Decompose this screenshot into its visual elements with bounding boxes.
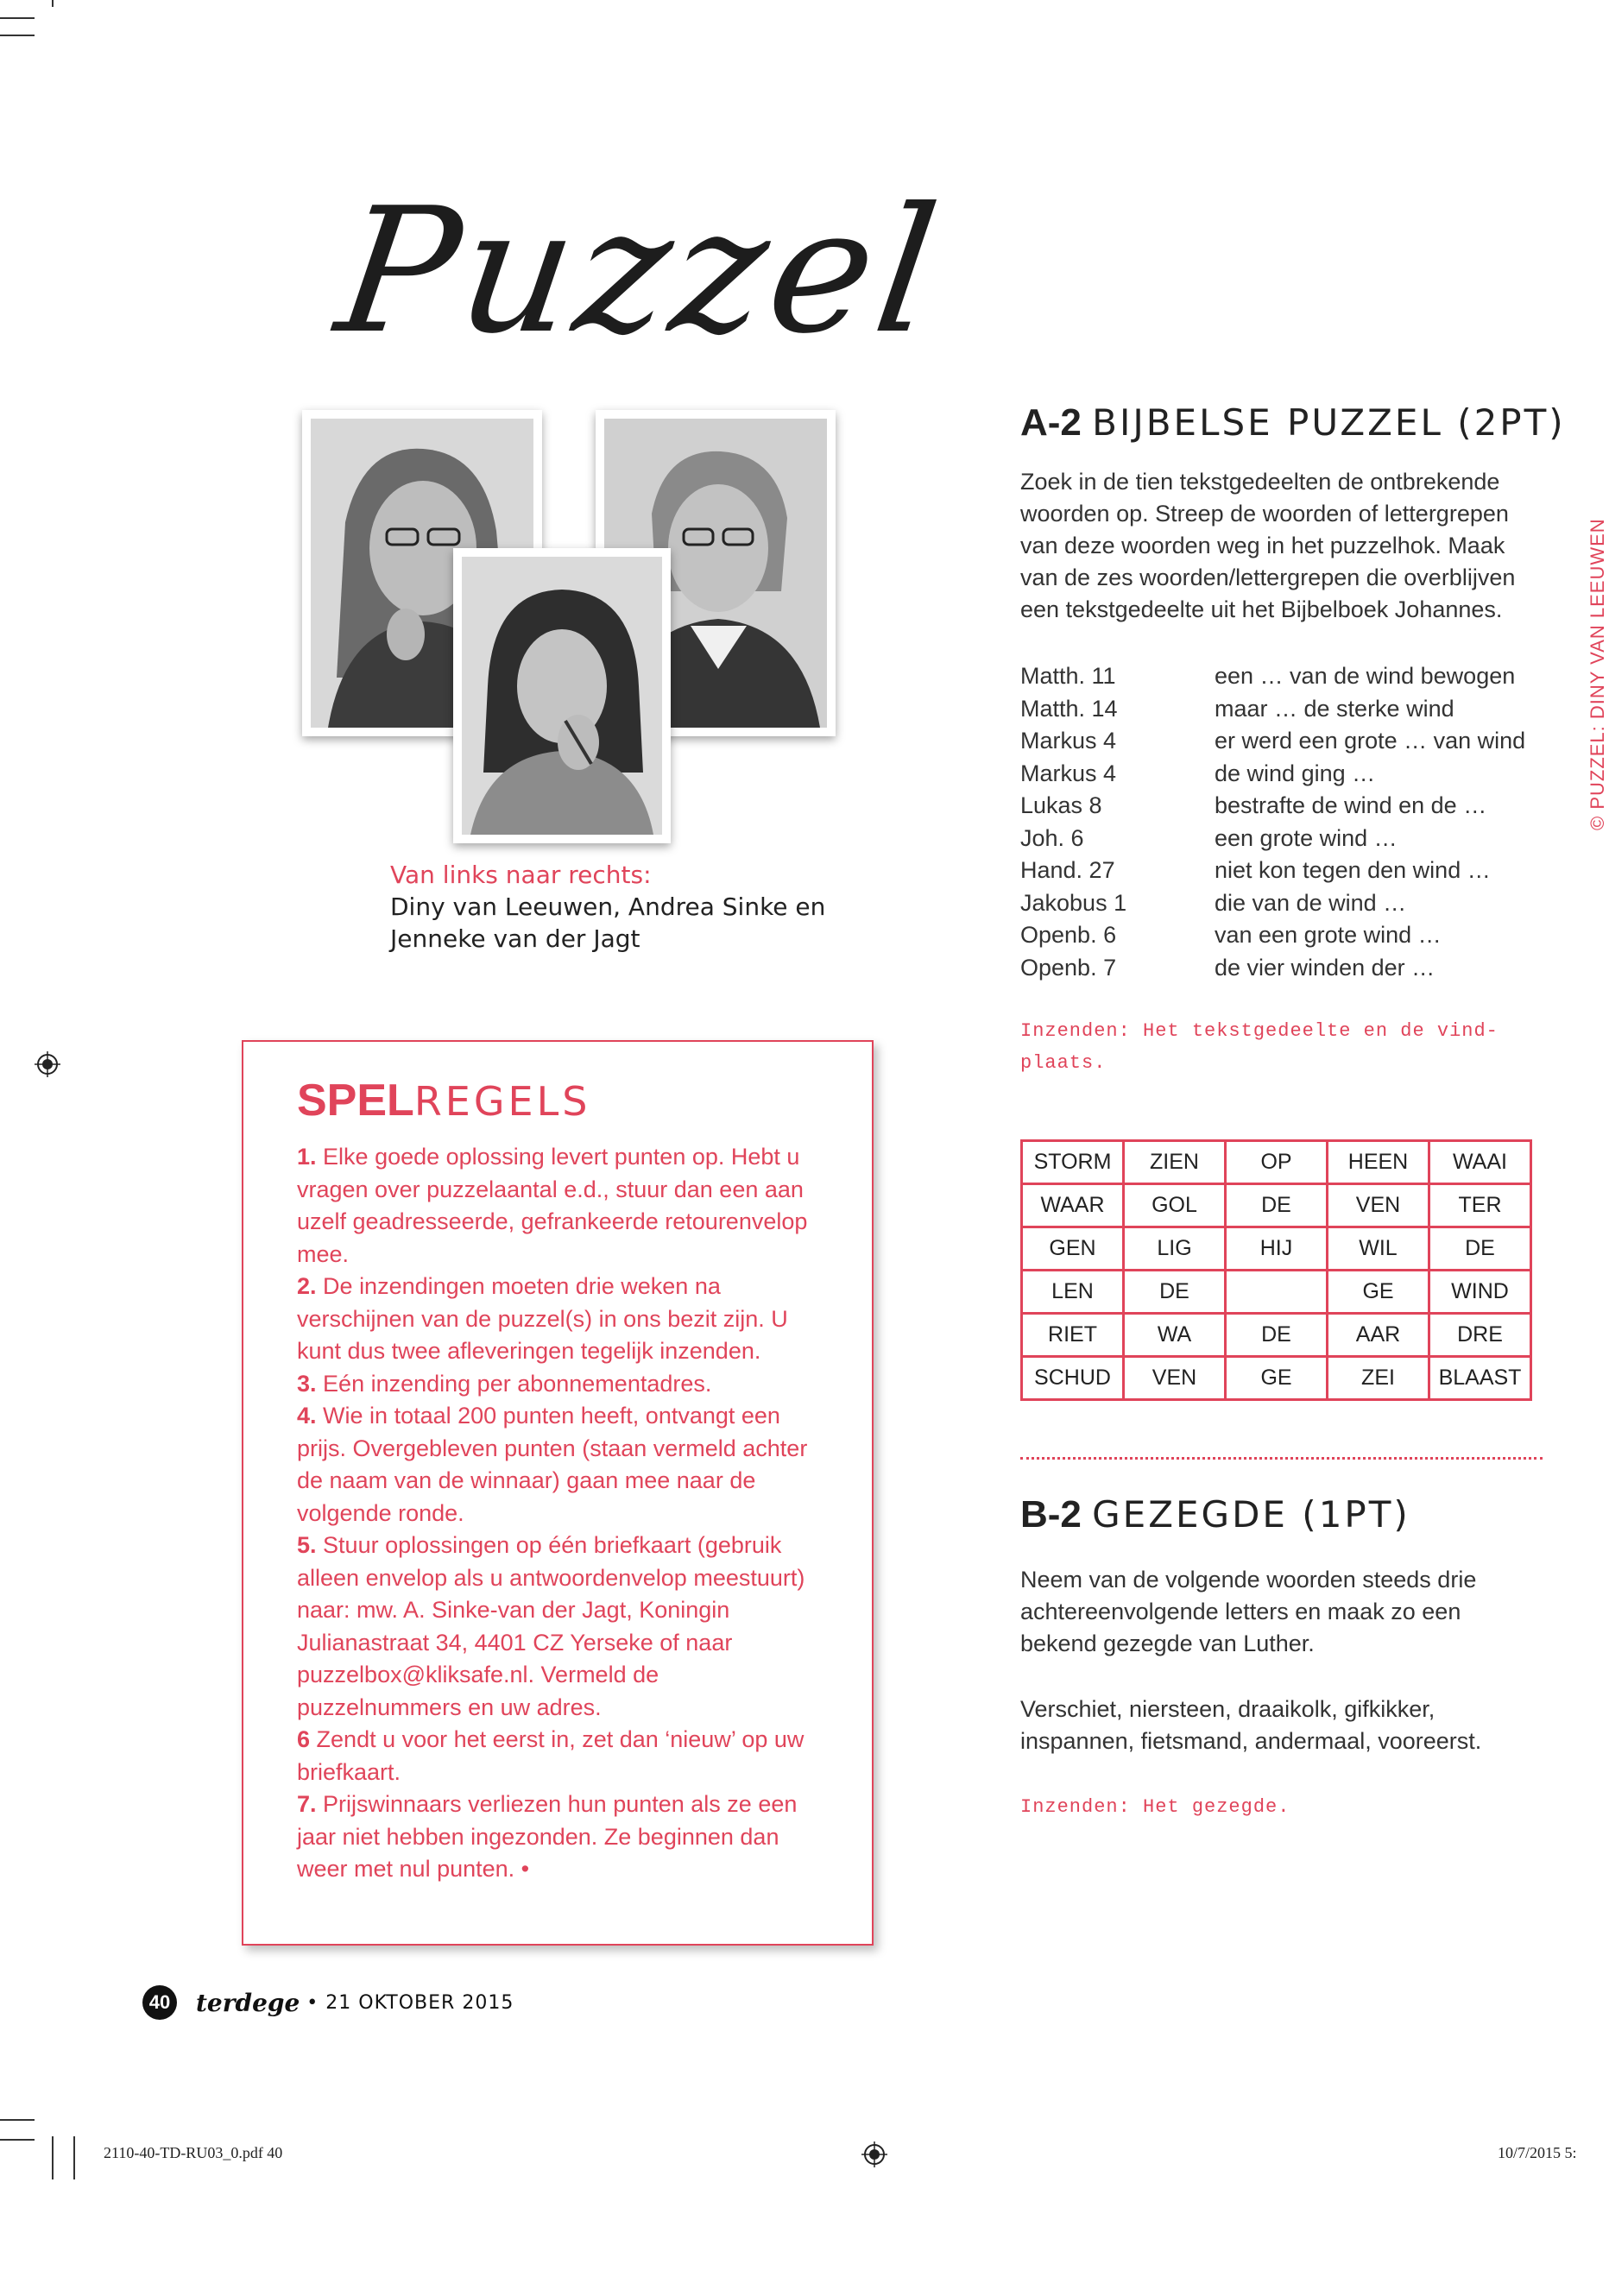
reference-row (1020, 823, 1525, 855)
rule-item (297, 1141, 823, 1271)
reference-book: Markus 4 (1020, 760, 1117, 786)
rule-text: Stuur oplossingen op één briefkaart (gebruik alleen envelop als u antwoordenvelop meestuurt) naar: mw. A. Sinke-van der Jagt, Koningin Julianastraat 34, 4401 CZ Yerseke of naar puzzelbox@kliksafe.nl. Vermeld de puzzelnummers en uw adres. (297, 1532, 805, 1720)
grid-row (1022, 1314, 1531, 1357)
reference-text: er werd een grote … van wind (1215, 728, 1526, 754)
crop-mark (0, 17, 35, 19)
grid-row (1022, 1271, 1531, 1314)
puzzle-a-code: A-2 (1020, 401, 1082, 444)
puzzle-b-code: B-2 (1020, 1493, 1082, 1536)
section-divider (1020, 1457, 1543, 1460)
reference-text: maar … de sterke wind (1215, 695, 1454, 722)
grid-row (1022, 1184, 1531, 1227)
grid-row (1022, 1141, 1531, 1184)
rules-title (297, 1075, 590, 1126)
rule-text: De inzendingen moeten drie weken na verschijnen van de puzzel(s) in ons bezit zijn. U kunt dus twee afleveringen tegelijk inzenden. (297, 1273, 788, 1364)
grid-cell: HIJ (1226, 1227, 1328, 1271)
registration-mark-icon (861, 2141, 887, 2167)
grid-cell: DE (1226, 1184, 1328, 1227)
caption-names-line1: Diny van Leeuwen, Andrea Sinke en (390, 893, 826, 921)
puzzle-a-instructions: Zoek in de tien tekstgedeelten de ontbrekende woorden op. Streep de woorden of lettergrepen van deze woorden weg in het puzzelhok. Maak van de zes woorden/lettergrepen die overblijven een tekstgedeelte uit het Bijbelboek Johannes. (1020, 469, 1516, 622)
rules-box (242, 1040, 874, 1946)
print-slug-stamp: 10/7/2015 5: (1498, 2144, 1577, 2161)
rule-number: 3. (297, 1370, 317, 1397)
rule-item (297, 1271, 823, 1368)
puzzle-credit: © PUZZEL: DINY VAN LEEUWEN (1587, 518, 1608, 830)
caption-names-line2: Jenneke van der Jagt (390, 924, 640, 953)
rule-text: Prijswinnaars verliezen hun punten als ze een jaar niet hebben ingezonden. Ze beginnen dan weer met nul punten. • (297, 1791, 798, 1882)
reference-book: Openb. 7 (1020, 954, 1117, 981)
reference-book: Matth. 11 (1020, 663, 1116, 689)
reference-row (1020, 790, 1525, 823)
crop-mark (0, 2119, 35, 2121)
rule-item (297, 1788, 823, 1886)
registration-mark-icon (35, 1051, 60, 1077)
rule-text: Elke goede oplossing levert punten op. Hebt u vragen over puzzelaantal e.d., stuur dan een aan uzelf geadresseerde, gefrankeerde retourenvelop mee. (297, 1144, 808, 1267)
rule-number: 4. (297, 1403, 317, 1429)
puzzle-a-references (1020, 660, 1525, 984)
reference-row (1020, 758, 1525, 791)
rule-number: 1. (297, 1144, 317, 1170)
reference-text: de vier winden der … (1215, 954, 1435, 981)
page-number: 40 (142, 1985, 177, 2020)
grid-cell: LEN (1022, 1271, 1124, 1314)
grid-cell: GEN (1022, 1227, 1124, 1271)
rule-item (297, 1530, 823, 1724)
reference-book: Joh. 6 (1020, 824, 1084, 851)
reference-row (1020, 887, 1525, 920)
reference-text: een grote wind … (1215, 824, 1398, 851)
grid-cell: RIET (1022, 1314, 1124, 1357)
reference-book: Jakobus 1 (1020, 889, 1127, 916)
puzzle-b-heading (1020, 1493, 1410, 1536)
reference-text: een … van de wind bewogen (1215, 663, 1516, 689)
crop-mark (73, 2136, 75, 2179)
reference-text: niet kon tegen den wind … (1215, 857, 1491, 883)
puzzle-a-submit-line1: Inzenden: Het tekstgedeelte en de vind- (1020, 1020, 1499, 1042)
crop-mark (52, 2136, 54, 2179)
rules-list (297, 1141, 823, 1886)
grid-cell: GE (1226, 1357, 1328, 1400)
reference-row (1020, 725, 1525, 758)
grid-cell: WIL (1328, 1227, 1429, 1271)
grid-row (1022, 1227, 1531, 1271)
puzzle-b-words: Verschiet, niersteen, draaikolk, gifkikker, inspannen, fietsmand, andermaal, vooreerst. (1020, 1696, 1482, 1754)
puzzle-a-heading (1020, 401, 1566, 445)
reference-text: van een grote wind … (1215, 922, 1442, 948)
reference-row (1020, 660, 1525, 693)
grid-cell: SCHUD (1022, 1357, 1124, 1400)
puzzle-a-submit-line2: plaats. (1020, 1052, 1107, 1074)
rule-number: 5. (297, 1532, 317, 1558)
grid-cell: WIND (1429, 1271, 1531, 1314)
crop-mark (0, 2139, 35, 2141)
grid-cell: WA (1124, 1314, 1226, 1357)
photo-caption (390, 859, 825, 955)
reference-row (1020, 693, 1525, 726)
rule-text: Eén inzending per abonnementadres. (323, 1370, 712, 1397)
rule-text: Wie in totaal 200 punten heeft, ontvangt een prijs. Overgebleven punten (staan vermeld achter de naam van de winnaar) gaan mee naar de volgende ronde. (297, 1403, 808, 1526)
reference-book: Matth. 14 (1020, 695, 1118, 722)
reference-row (1020, 855, 1525, 887)
grid-cell: AAR (1328, 1314, 1429, 1357)
rules-title-thin: REGELS (413, 1078, 591, 1125)
grid-cell: VEN (1124, 1357, 1226, 1400)
puzzle-a-name: BIJBELSE PUZZEL (2PT) (1092, 401, 1566, 444)
puzzle-b-name: GEZEGDE (1PT) (1092, 1493, 1410, 1536)
caption-intro: Van links naar rechts: (390, 861, 652, 889)
photo-andrea-sinke (453, 548, 671, 843)
grid-cell: HEEN (1328, 1141, 1429, 1184)
grid-cell: LIG (1124, 1227, 1226, 1271)
grid-cell: WAAI (1429, 1141, 1531, 1184)
rule-number: 2. (297, 1273, 317, 1299)
page-footer (142, 1985, 514, 2020)
reference-book: Markus 4 (1020, 728, 1117, 754)
puzzle-b-submit: Inzenden: Het gezegde. (1020, 1796, 1290, 1818)
grid-cell: DE (1226, 1314, 1328, 1357)
puzzle-grid (1020, 1139, 1532, 1401)
rule-number: 7. (297, 1791, 317, 1817)
grid-cell: STORM (1022, 1141, 1124, 1184)
puzzle-a-submit (1020, 1015, 1499, 1079)
reference-book: Hand. 27 (1020, 857, 1115, 883)
grid-cell: BLAAST (1429, 1357, 1531, 1400)
reference-row (1020, 952, 1525, 985)
grid-cell: DE (1429, 1227, 1531, 1271)
magazine-brand: terdege (196, 1988, 300, 2017)
grid-cell: GOL (1124, 1184, 1226, 1227)
grid-cell: DE (1124, 1271, 1226, 1314)
crop-mark (52, 0, 54, 7)
rule-item (297, 1368, 823, 1401)
rule-item (297, 1400, 823, 1530)
reference-text: de wind ging … (1215, 760, 1376, 786)
reference-text: die van de wind … (1215, 889, 1407, 916)
print-slug-file: 2110-40-TD-RU03_0.pdf 40 (104, 2144, 283, 2161)
grid-cell: OP (1226, 1141, 1328, 1184)
grid-cell: ZEI (1328, 1357, 1429, 1400)
reference-row (1020, 919, 1525, 952)
rules-title-bold: SPEL (297, 1075, 414, 1126)
grid-cell: GE (1328, 1271, 1429, 1314)
page-title: Puzzel (326, 171, 953, 372)
footer-separator: • (306, 1991, 319, 2014)
rule-text: Zendt u voor het eerst in, zet dan ‘nieuw’ op uw briefkaart. (297, 1726, 804, 1785)
crop-mark (0, 35, 35, 36)
grid-row (1022, 1357, 1531, 1400)
grid-cell: ZIEN (1124, 1141, 1226, 1184)
reference-book: Lukas 8 (1020, 792, 1102, 818)
issue-date: 21 OKTOBER 2015 (325, 1991, 514, 2014)
grid-cell: DRE (1429, 1314, 1531, 1357)
grid-cell: WAAR (1022, 1184, 1124, 1227)
grid-cell (1226, 1271, 1328, 1314)
rule-item (297, 1724, 823, 1788)
rule-number: 6 (297, 1726, 311, 1752)
grid-cell: TER (1429, 1184, 1531, 1227)
puzzle-b-instructions: Neem van de volgende woorden steeds drie achtereenvolgende letters en maak zo een bekend gezegde van Luther. (1020, 1567, 1477, 1656)
reference-text: bestrafte de wind en de … (1215, 792, 1487, 818)
reference-book: Openb. 6 (1020, 922, 1117, 948)
grid-cell: VEN (1328, 1184, 1429, 1227)
